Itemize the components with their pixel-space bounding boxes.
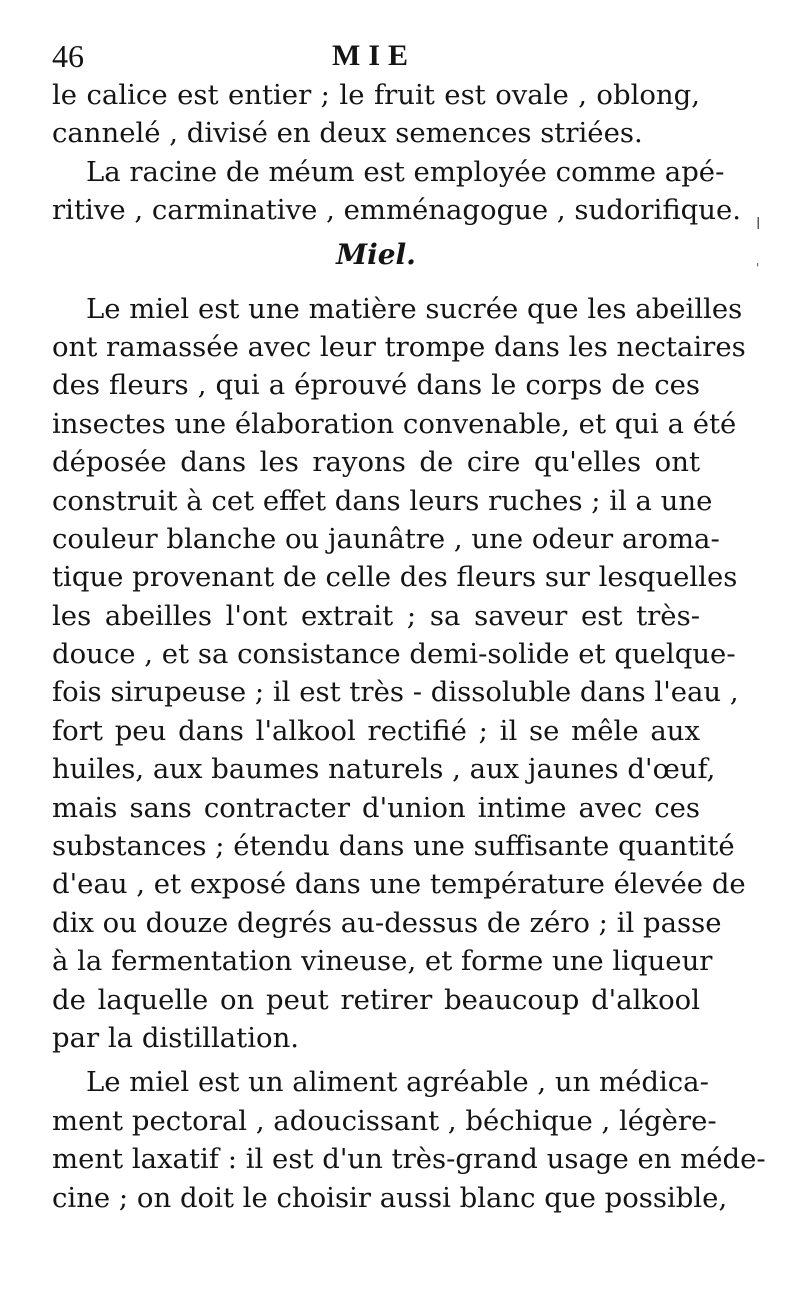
- text-line: ment pectoral , adoucissant , béchique , légère-: [52, 1104, 717, 1137]
- section-title: Miel.: [336, 237, 416, 271]
- text-line: ment laxatif : il est d'un très-grand usage en méde-: [52, 1143, 766, 1176]
- text-line: cine ; on doit le choisir aussi blanc que possible,: [52, 1181, 728, 1214]
- text-line: ont ramassée avec leur trompe dans les nectaires: [52, 330, 746, 363]
- text-line: ritive , carminative , emménagogue , sudorifique.: [52, 194, 742, 227]
- page-header: [52, 36, 700, 76]
- paragraph-miel-uses: [52, 1063, 766, 1217]
- text-line: insectes une élaboration convenable, et qui a été: [52, 407, 737, 440]
- text-line: Le miel est une matière sucrée que les abeilles: [86, 292, 743, 325]
- text-line: huiles, aux baumes naturels , aux jaunes d'œuf,: [52, 753, 716, 786]
- paragraph-continuation: [52, 76, 700, 153]
- text-line: tique provenant de celle des fleurs sur lesquelles: [52, 561, 738, 594]
- paragraph-miel-description: [52, 290, 746, 1058]
- text-line: déposée dans les rayons de cire qu'elles ont: [52, 446, 700, 479]
- text-line: couleur blanche ou jaunâtre , une odeur aroma-: [52, 522, 720, 555]
- margin-mark: ': [756, 261, 760, 275]
- text-line: substances ; étendu dans une suffisante quantité: [52, 830, 735, 863]
- text-line: fois sirupeuse ; il est très - dissoluble dans l'eau ,: [52, 676, 739, 709]
- text-line: construit à cet effet dans leurs ruches ; il a une: [52, 484, 713, 517]
- text-line: à la fermentation vineuse, et forme une liqueur: [52, 945, 713, 978]
- margin-mark: l: [756, 214, 761, 233]
- text-line: d'eau , et exposé dans une température élevée de: [52, 868, 746, 901]
- book-page: [52, 36, 766, 1217]
- text-line: des fleurs , qui a éprouvé dans le corps de ces: [52, 369, 700, 402]
- text-line: mais sans contracter d'union intime avec ces: [52, 791, 700, 824]
- text-line: cannelé , divisé en deux semences striées.: [52, 117, 643, 150]
- text-line: La racine de méum est employée comme apé-: [86, 155, 725, 188]
- text-line: les abeilles l'ont extrait ; sa saveur est très-: [52, 599, 700, 632]
- text-line: par la distillation.: [52, 1021, 300, 1054]
- text-line: le calice est entier ; le fruit est ovale , oblong,: [52, 79, 700, 111]
- text-line: dix ou douze degrés au-dessus de zéro ; il passe: [52, 906, 722, 939]
- text-line: douce , et sa consistance demi-solide et quelque-: [52, 638, 736, 671]
- text-line: fort peu dans l'alkool rectifié ; il se mêle aux: [52, 714, 700, 747]
- text-line: de laquelle on peut retirer beaucoup d'alkool: [52, 983, 700, 1016]
- page-number: 46: [52, 38, 84, 74]
- running-title: MIE: [332, 39, 416, 72]
- paragraph-meum-usage: [52, 153, 742, 230]
- text-line: Le miel est un aliment agréable , un médica-: [86, 1066, 709, 1099]
